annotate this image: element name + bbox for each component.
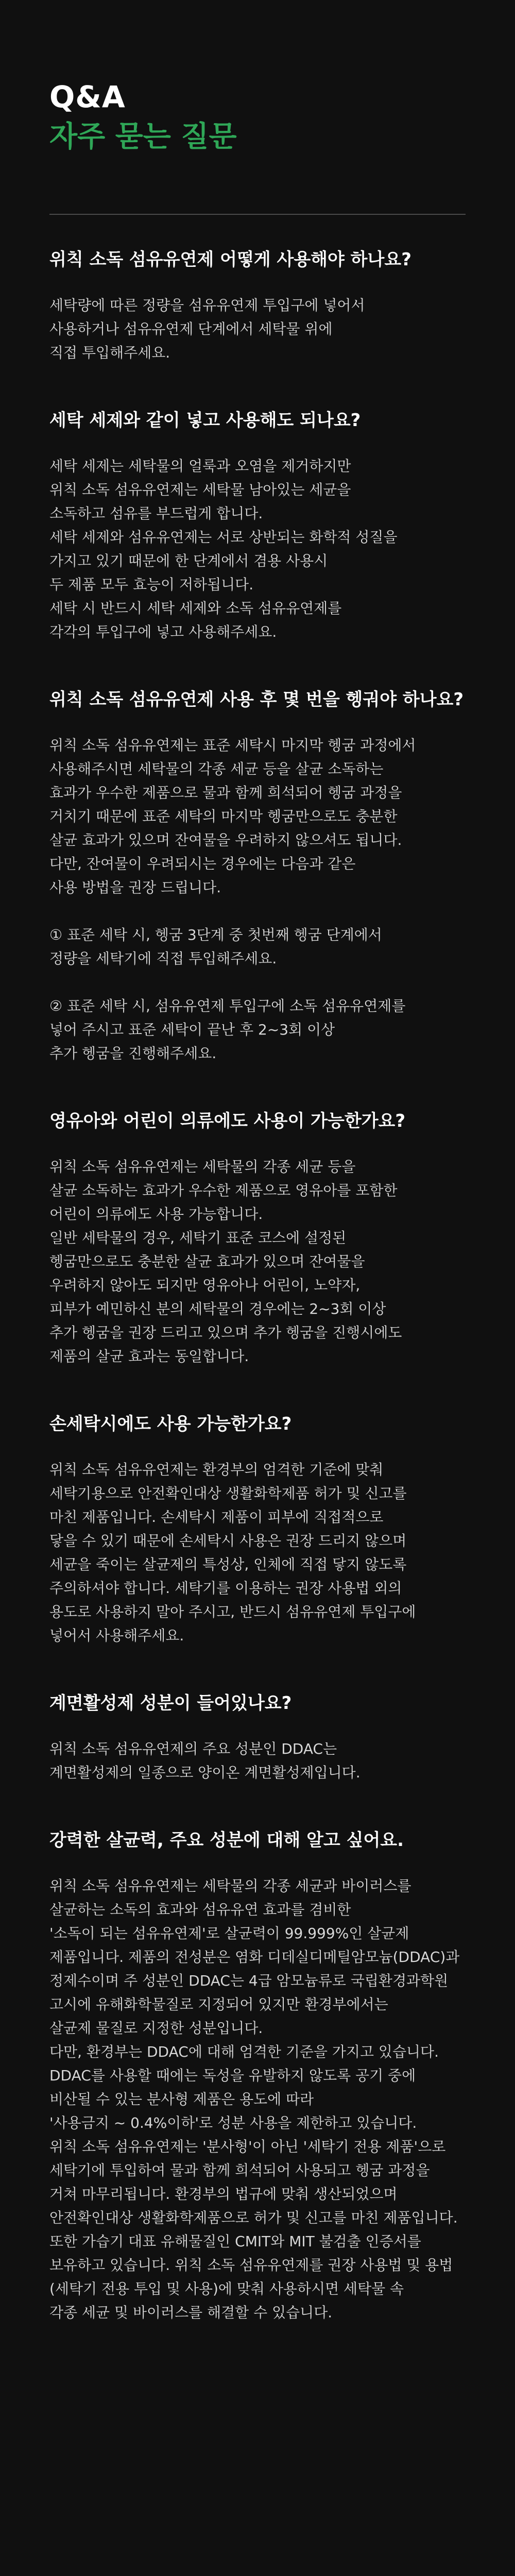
faq-answer-paragraph: 세탁 세제는 세탁물의 얼룩과 오염을 제거하지만 위칙 소독 섬유유연제는 세탁물 남아있는 세균을 소독하고 섬유를 부드럽게 합니다. 세탁 세제와 섬유유연제는 서로 상반되는 화학적 성질을 가지고 있기 때문에 한 단계에서 겸용 사용시 두 제품 모두 효능이 저하됩니다. 세탁 시 반드시 세탁 세제와 소독 섬유유연제를 각각의 투입구에 넣고 사용해주세요. — [49, 457, 398, 640]
faq-item — [49, 1412, 503, 1648]
faq-answer-paragraph: 위칙 소독 섬유유연제는 세탁물의 각종 세균 등을 살균 소독하는 효과가 우수한 제품으로 영유아를 포함한 어린이 의류에도 사용 가능합니다. 일반 세탁물의 경우, 세탁기 표준 코스에 설정된 헹굼만으로도 충분한 살균 효과가 있으며 잔여물을 우려하지 않아도 되지만 영유아나 어린이, 노약자, 피부가 예민하신 분의 세탁물의 경우에는 2~3회 이상 추가 헹굼을 권장 드리고 있으며 추가 헹굼을 진행시에도 제품의 살균 효과는 동일합니다. — [49, 1158, 402, 1365]
faq-answer-paragraph: 위칙 소독 섬유유연제는 환경부의 엄격한 기준에 맞춰 세탁기용으로 안전확인대상 생활화학제품 허가 및 신고를 마친 제품입니다. 손세탁시 제품이 피부에 직접적으로 닿을 수 있기 때문에 손세탁시 사용은 권장 드리지 않으며 세균을 죽이는 살균제의 특성상, 인체에 직접 닿지 않도록 주의하셔야 합니다. 세탁기를 이용하는 권장 사용법 외의 용도로 사용하지 말아 주시고, 반드시 섬유유연제 투입구에 넣어서 사용해주세요. — [49, 1461, 416, 1644]
faq-answer — [49, 1737, 503, 1785]
faq-item — [49, 1828, 503, 2325]
page-title: Q&A — [49, 79, 126, 114]
faq-answer-paragraph: ② 표준 세탁 시, 섬유유연제 투입구에 소독 섬유유연제를 넣어 주시고 표준 세탁이 끝난 후 2~3회 이상 추가 헹굼을 진행해주세요. — [49, 997, 406, 1062]
faq-answer — [49, 294, 503, 365]
faq-question: 강력한 살균력, 주요 성분에 대해 알고 싶어요. — [49, 1830, 404, 1851]
faq-answer — [49, 454, 503, 644]
faq-question: 위칙 소독 섬유유연제 사용 후 몇 번을 헹궈야 하나요? — [49, 689, 464, 710]
faq-question: 영유아와 어린이 의류에도 사용이 가능한가요? — [49, 1111, 406, 1131]
faq-question: 위칙 소독 섬유유연제 어떻게 사용해야 하나요? — [49, 249, 411, 270]
faq-answer-paragraph: 위칙 소독 섬유유연제의 주요 성분인 DDAC는 계면활성제의 일종으로 양이온 계면활성제입니다. — [49, 1740, 360, 1781]
faq-item — [49, 687, 503, 1065]
faq-answer-paragraph: 위칙 소독 섬유유연제는 세탁물의 각종 세균과 바이러스를 살균하는 소독의 효과와 섬유유연 효과를 겸비한 '소독이 되는 섬유유연제'로 살균력이 99.999%인 살균제 제품입니다. 제품의 전성분은 염화 디데실디메틸암모늄(DDAC)과 정제수이며 주 성분인 DDAC는 4급 암모늄류로 국립환경과학원 고시에 유해화학물질로 지정되어 있지만 환경부에서는 살균제 물질로 지정한 성분입니다. 다만, 환경부는 DDAC에 대해 엄격한 기준을 가지고 있습니다. DDAC를 사용할 때에는 독성을 유발하지 않도록 공기 중에 비산될 수 있는 분사형 제품은 용도에 따라 '사용금지 ~ 0.4%이하'로 성분 사용을 제한하고 있습니다. 위칙 소독 섬유유연제는 '분사형'이 아닌 '세탁기 전용 제품'으로 세탁기에 투입하여 물과 함께 희석되어 사용되고 헹굼 과정을 거쳐 마무리됩니다. 환경부의 법규에 맞춰 생산되었으며 안전확인대상 생활화학제품으로 허가 및 신고를 마친 제품입니다. 또한 가습기 대표 유해물질인 CMIT와 MIT 불검출 인증서를 보유하고 있습니다. 위칙 소독 섬유유연제를 권장 사용법 및 용법 (세탁기 전용 투입 및 사용)에 맞춰 사용하시면 세탁물 속 각종 세균 및 바이러스를 해결할 수 있습니다. — [49, 1877, 460, 2321]
faq-answer — [49, 1458, 503, 1648]
faq-answer — [49, 1874, 503, 2325]
faq-answer-paragraph: 위칙 소독 섬유유연제는 표준 세탁시 마지막 헹굼 과정에서 사용해주시면 세탁물의 각종 세균 등을 살균 소독하는 효과가 우수한 제품으로 물과 함께 희석되어 헹굼 과정을 거치기 때문에 표준 세탁의 마지막 헹굼만으로도 충분한 살균 효과가 있으며 잔여물을 우려하지 않으셔도 됩니다. 다만, 잔여물이 우려되시는 경우에는 다음과 같은 사용 방법을 권장 드립니다. — [49, 737, 416, 896]
faq-question: 손세탁시에도 사용 가능한가요? — [49, 1414, 292, 1434]
faq-answer — [49, 734, 503, 1065]
faq-item — [49, 247, 503, 365]
faq-list — [49, 247, 503, 2368]
faq-question: 계면활성제 성분이 들어있나요? — [49, 1693, 292, 1714]
faq-answer — [49, 1155, 503, 1368]
header-divider — [49, 214, 466, 215]
page-header — [49, 77, 237, 157]
page-subtitle: 자주 묻는 질문 — [49, 120, 237, 154]
faq-item — [49, 1109, 503, 1368]
faq-question: 세탁 세제와 같이 넣고 사용해도 되나요? — [49, 410, 361, 431]
faq-answer-paragraph: 세탁량에 따른 정량을 섬유유연제 투입구에 넣어서 사용하거나 섬유유연제 단계에서 세탁물 위에 직접 투입해주세요. — [49, 297, 365, 361]
faq-answer-paragraph: ① 표준 세탁 시, 헹굼 3단계 중 첫번째 헹굼 단계에서 정량을 세탁기에 직접 투입해주세요. — [49, 926, 382, 967]
faq-item — [49, 1691, 503, 1785]
faq-item — [49, 408, 503, 644]
